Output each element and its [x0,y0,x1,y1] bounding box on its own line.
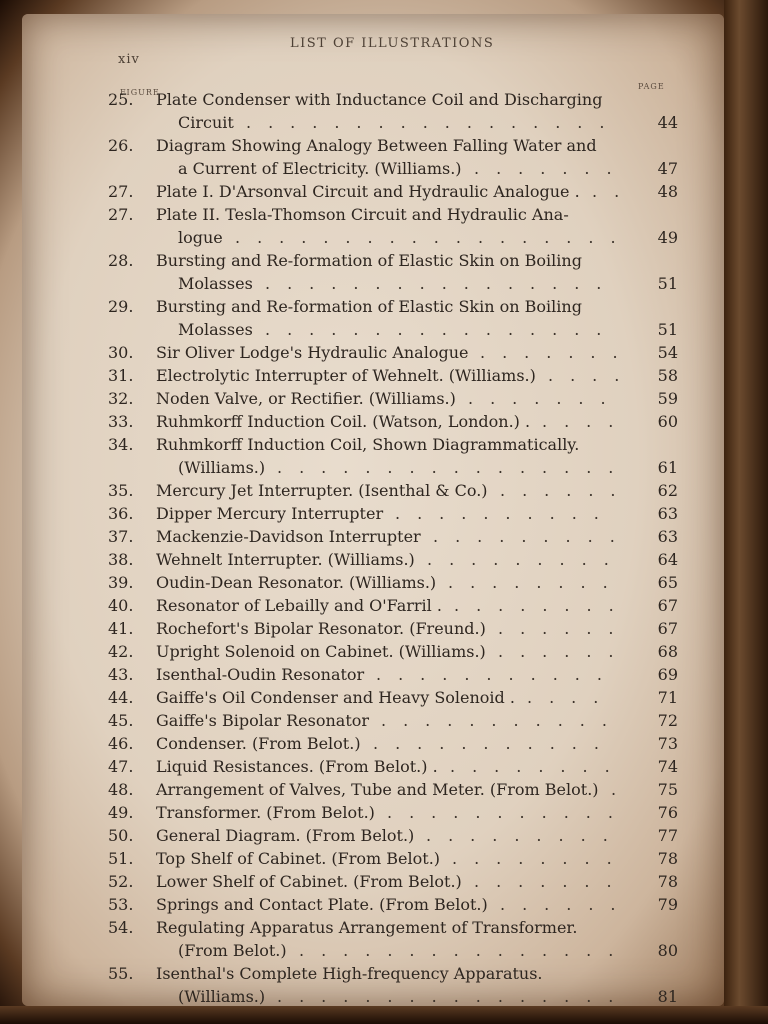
figure-caption: Bursting and Re-formation of Elastic Skin on Boiling [156,251,582,270]
page-number: 47 [657,159,678,178]
figure-caption: Upright Solenoid on Cabinet. (Williams.) [156,642,486,661]
figure-caption: Electrolytic Interrupter of Wehnelt. (Williams.) [156,366,536,385]
page-number: 67 [657,596,678,615]
figure-caption: Bursting and Re-formation of Elastic Skin on Boiling [156,297,582,316]
figure-number: 42. [108,642,134,661]
list-item [108,870,678,893]
figure-caption: Plate I. D'Arsonval Circuit and Hydraulic Analogue . [156,182,580,201]
page-number: 49 [657,228,678,247]
figure-number: 36. [108,504,134,523]
list-item-line [108,525,678,548]
leader-dots: ............... [299,941,631,960]
figure-caption: Molasses [178,320,253,339]
figure-number: 37. [108,527,134,546]
figure-number: 27. [108,182,134,201]
leader-dots: ................ [277,987,631,1006]
list-item [108,571,678,594]
figure-caption: Noden Valve, or Rectifier. (Williams.) [156,389,456,408]
list-item [108,686,678,709]
figure-number: 38. [108,550,134,569]
figure-caption: Diagram Showing Analogy Between Falling Water and [156,136,597,155]
list-item [108,364,678,387]
list-item-line [108,410,678,433]
figure-number: 30. [108,343,134,362]
figure-caption: Condenser. (From Belot.) [156,734,361,753]
figure-number: 26. [108,136,134,155]
list-item [108,433,678,479]
page-number: 74 [657,757,678,776]
list-item-line [108,387,678,410]
figure-caption: (Williams.) [178,458,266,477]
list-item-line [108,824,678,847]
page-number: 75 [657,780,678,799]
figure-caption: Arrangement of Valves, Tube and Meter. (From Belot.) [156,780,599,799]
figure-caption: Rochefort's Bipolar Resonator. (Freund.) [156,619,486,638]
page-column-label: PAGE [638,82,665,91]
list-item-line [108,847,678,870]
leader-dots: .......... [395,504,616,523]
leader-dots: ....... [468,389,623,408]
leader-dots: ...... [498,642,631,661]
list-item [108,847,678,870]
list-item [108,525,678,548]
figure-number: 39. [108,573,134,592]
leader-dots: ........ [452,849,629,868]
list-item-line [108,870,678,893]
list-item-line [108,203,678,226]
list-item-line [108,272,678,295]
figure-number: 34. [108,435,134,454]
leader-dots: ......... [433,527,632,546]
page-number: 62 [657,481,678,500]
list-item-line [108,732,678,755]
figure-caption: Transformer. (From Belot.) [156,803,375,822]
leader-dots: . [611,780,634,799]
figure-number: 33. [108,412,134,431]
list-item [108,249,678,295]
list-item [108,295,678,341]
figure-caption: Resonator of Lebailly and O'Farril . [156,596,442,615]
leader-dots: .... [548,366,636,385]
list-item-line [108,801,678,824]
list-item-line [108,571,678,594]
list-item-line [108,962,678,985]
leader-dots: ........ [448,573,625,592]
list-item-line [108,548,678,571]
figure-caption: Sir Oliver Lodge's Hydraulic Analogue [156,343,469,362]
list-item-line [108,88,678,111]
leader-dots: ....... [474,159,629,178]
figure-number: 31. [108,366,134,385]
list-item-line [108,111,678,134]
leader-dots: .................. [235,228,633,247]
figure-caption: Isenthal's Complete High-frequency Apparatus. [156,964,543,983]
page-number: 73 [657,734,678,753]
figure-caption: Circuit [178,113,234,132]
page-number: 60 [657,412,678,431]
figure-caption: Ruhmkorff Induction Coil, Shown Diagrammatically. [156,435,580,454]
list-item [108,916,678,962]
list-item-line [108,502,678,525]
book-spine [724,0,768,1024]
figure-column-label: FIGURE [120,88,160,97]
figure-caption: Plate II. Tesla-Thomson Circuit and Hydraulic Ana- [156,205,569,224]
page-number: 72 [657,711,678,730]
figure-caption: Liquid Resistances. (From Belot.) . [156,757,438,776]
list-item-line [108,134,678,157]
figure-number: 29. [108,297,134,316]
list-item [108,824,678,847]
leader-dots: ......... [426,826,625,845]
list-item-line [108,594,678,617]
figure-caption: Wehnelt Interrupter. (Williams.) [156,550,415,569]
leader-dots: ................ [265,320,619,339]
list-item-line [108,686,678,709]
list-item-line [108,180,678,203]
figure-caption: (Williams.) [178,987,266,1006]
leader-dots: ...... [500,895,633,914]
list-item-line [108,456,678,479]
figure-number: 47. [108,757,134,776]
figure-number: 46. [108,734,134,753]
figure-caption: Ruhmkorff Induction Coil. (Watson, London.) . [156,412,531,431]
leader-dots: ...... [498,619,631,638]
leader-dots: ....... [480,343,635,362]
page-number: 51 [657,274,678,293]
list-item-line [108,318,678,341]
figure-number: 53. [108,895,134,914]
list-item-line [108,479,678,502]
list-item-line [108,663,678,686]
figure-number: 43. [108,665,134,684]
figure-caption: Regulating Apparatus Arrangement of Transformer. [156,918,578,937]
list-item-line [108,939,678,962]
list-item-line [108,617,678,640]
leader-dots: ........... [381,711,624,730]
figure-number: 28. [108,251,134,270]
figure-number: 32. [108,389,134,408]
page-number: 48 [657,182,678,201]
list-item-line [108,985,678,1008]
page-number: 77 [657,826,678,845]
list-item [108,755,678,778]
list-item-line [108,341,678,364]
figure-number: 45. [108,711,134,730]
leader-dots: ......... [427,550,626,569]
page-number: 63 [657,504,678,523]
list-item [108,893,678,916]
page-number: 69 [657,665,678,684]
leader-dots: ........ [454,596,631,615]
page-number: 80 [657,941,678,960]
page-number: 78 [657,849,678,868]
page-folio: xiv [118,52,140,67]
page-number: 51 [657,320,678,339]
illustration-list [108,88,678,1008]
list-item [108,709,678,732]
list-item-line [108,249,678,272]
figure-caption: General Diagram. (From Belot.) [156,826,415,845]
page-number: 76 [657,803,678,822]
list-item-line [108,709,678,732]
page-number: 78 [657,872,678,891]
figure-number: 54. [108,918,134,937]
figure-caption: a Current of Electricity. (Williams.) [178,159,462,178]
page-number: 81 [657,987,678,1006]
leader-dots: ........ [450,757,627,776]
figure-number: 51. [108,849,134,868]
list-item-line [108,157,678,180]
list-item [108,640,678,663]
list-item [108,617,678,640]
list-item-line [108,364,678,387]
page-number: 61 [657,458,678,477]
figure-caption: Gaiffe's Oil Condenser and Heavy Solenoid . [156,688,515,707]
leader-dots: .. [592,182,636,201]
page-number: 67 [657,619,678,638]
figure-number: 50. [108,826,134,845]
list-item [108,88,678,134]
list-item [108,479,678,502]
list-item [108,387,678,410]
leader-dots: .... [527,688,616,707]
list-item [108,134,678,180]
figure-caption: (From Belot.) [178,941,287,960]
list-item-line [108,226,678,249]
figure-number: 41. [108,619,134,638]
list-item-line [108,295,678,318]
page-number: 54 [657,343,678,362]
page-number: 65 [657,573,678,592]
figure-number: 35. [108,481,134,500]
list-item-line [108,916,678,939]
list-item [108,663,678,686]
figure-caption: Oudin-Dean Resonator. (Williams.) [156,573,437,592]
list-item [108,594,678,617]
leader-dots: ........... [387,803,630,822]
page-number: 63 [657,527,678,546]
leader-dots: ................ [265,274,619,293]
figure-caption: Dipper Mercury Interrupter [156,504,384,523]
leader-dots: ....... [474,872,629,891]
figure-caption: Mackenzie-Davidson Interrupter [156,527,421,546]
leader-dots: .... [542,412,631,431]
leader-dots: ........... [373,734,616,753]
running-head: LIST OF ILLUSTRATIONS [290,36,495,51]
figure-caption: Gaiffe's Bipolar Resonator [156,711,370,730]
list-item [108,548,678,571]
list-item-line [108,433,678,456]
figure-caption: logue [178,228,223,247]
figure-number: 52. [108,872,134,891]
page-number: 68 [657,642,678,661]
figure-caption: Isenthal-Oudin Resonator [156,665,365,684]
leader-dots: ................ [277,458,631,477]
list-item [108,410,678,433]
figure-number: 40. [108,596,134,615]
list-item [108,732,678,755]
list-item-line [108,893,678,916]
list-item [108,778,678,801]
figure-caption: Plate Condenser with Inductance Coil and Discharging [156,90,603,109]
page-bottom-edge [0,1006,768,1024]
figure-caption: Molasses [178,274,253,293]
figure-number: 27. [108,205,134,224]
list-item [108,502,678,525]
list-item [108,801,678,824]
page-number: 71 [657,688,678,707]
page-number: 44 [657,113,678,132]
figure-number: 48. [108,780,134,799]
leader-dots: ........... [376,665,619,684]
figure-number: 25. [108,90,134,109]
figure-caption: Lower Shelf of Cabinet. (From Belot.) [156,872,462,891]
figure-number: 55. [108,964,134,983]
page-number: 58 [657,366,678,385]
list-item [108,962,678,1008]
list-item [108,203,678,249]
figure-caption: Top Shelf of Cabinet. (From Belot.) [156,849,441,868]
list-item-line [108,640,678,663]
figure-number: 49. [108,803,134,822]
figure-number: 44. [108,688,134,707]
list-item [108,180,678,203]
list-item [108,341,678,364]
figure-caption: Springs and Contact Plate. (From Belot.) [156,895,488,914]
list-item-line [108,755,678,778]
list-item-line [108,778,678,801]
figure-caption: Mercury Jet Interrupter. (Isenthal & Co.) [156,481,488,500]
leader-dots: ...... [500,481,633,500]
page-number: 79 [657,895,678,914]
page-number: 59 [657,389,678,408]
leader-dots: ................. [246,113,622,132]
page-number: 64 [657,550,678,569]
